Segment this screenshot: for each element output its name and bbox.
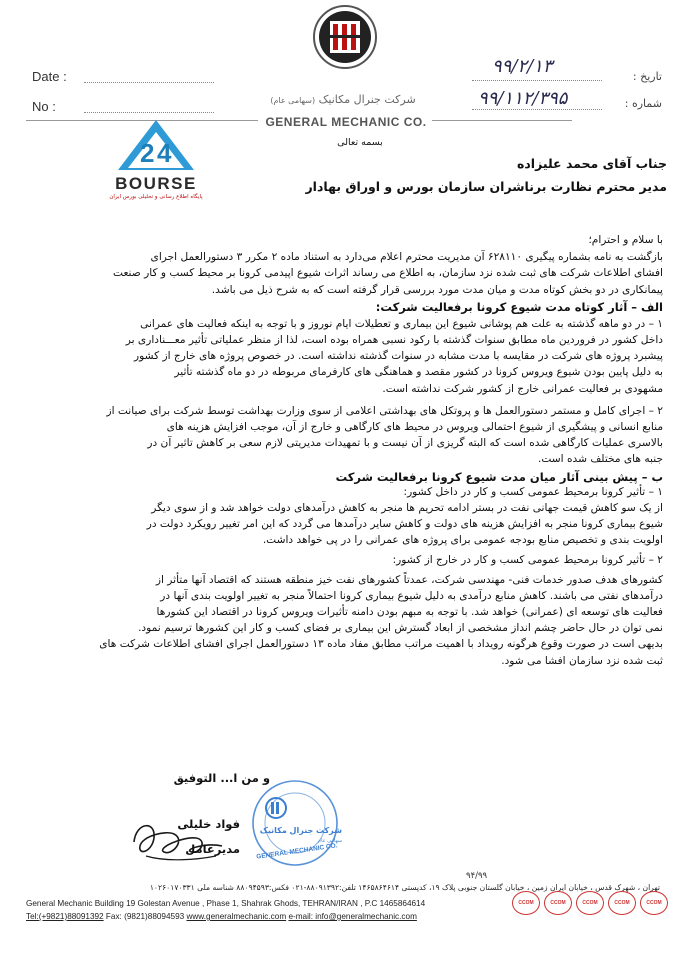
a2-line: جنبه های مختلف شده است. [538, 453, 663, 466]
svg-text:4: 4 [157, 138, 172, 168]
company-name-en: GENERAL MECHANIC CO. [265, 115, 427, 129]
closing-line: ثبت شده نزد سازمان افشا می شود. [501, 654, 663, 667]
cert-badge-icon: CCOM [512, 891, 540, 915]
stamp-text-fa: شرکت جنرال مکانیک [259, 826, 342, 835]
a1-paragraph [32, 316, 663, 397]
cert-badge-icon: CCOM [608, 891, 636, 915]
intro-line: پیمانکاری در دو بخش کوتاه مدت و میان مدت مورد بررسی قرار گرفته است که به شرح ذیل می باشد. [211, 283, 663, 296]
a1-line: مشهودی بر فعالیت عمرانی خارج از کشور شرکت نداشته است. [382, 382, 663, 395]
b1-title: ۱ – تأثیر کرونا برمحیط عمومی کسب و کار در داخل کشور: [403, 485, 663, 498]
recipient-title: مدیر محترم نظارت برناشران سازمان بورس و اوراق بهادار [305, 179, 667, 194]
b1-line: شیوع بیماری کرونا منجر به افزایش هزینه های دولت و کاهش سایر درآمدها می گردد که این امر تغییر رویکرد دولت در [146, 518, 663, 531]
web-link[interactable]: www.generalmechanic.com [186, 912, 287, 921]
company-logo [312, 4, 378, 70]
fax-text: Fax: (9821)88094593 [105, 912, 185, 921]
b1-line: از یک سو کاهش قیمت جهانی نفت در بستر ادامه تحریم ها منجر به کاهش درآمدهای دولت خواهد شد و از سوی دیگر [151, 501, 663, 514]
section-a-title: الف – آثار کوتاه مدت شیوع کرونا برفعالیت شرکت: [375, 299, 663, 314]
cert-badge-icon: CCOM [544, 891, 572, 915]
no-label: No : [32, 99, 56, 114]
date-label-fa: تاریخ : [632, 70, 662, 83]
b1-paragraph [32, 500, 663, 549]
no-line [84, 112, 214, 113]
a1-line: پیشبرد پروژه های شرکت در مقایسه با مدت مشابه در سنوات گذشته نداشته است. در خصوص پروژه های خارج از کشور [134, 350, 663, 363]
a1-line: داخل کشور در فروردین ماه مطابق سنوات گذشته با رکود نسبی همراه بوده است، لذا از منظر عملیاتی تأثیر معـــناداری بر [125, 334, 663, 347]
intro-line: افشای اطلاعات شرکت های ثبت شده نزد سازمان، به اطلاع می رساند اثرات شیوع اپیدمی کرونا بر محیط کسب و کار صنعت [113, 267, 663, 280]
a1-line: به دلیل پایین بودن شیوع ویروس کرونا در کشور مقصد و هماهنگی های کارفرمای مربوطه در دو ماه گذشته تأثیر [174, 366, 663, 379]
stamp-text-en: GENERAL MECHANIC CO. [255, 842, 338, 861]
email-link[interactable]: e-mail: info@generalmechanic.com [288, 912, 417, 921]
number-value: ۹۹/۱۱۲/۳۹۵ [478, 88, 568, 109]
b2-title: ۲ – تأثیر کرونا برمحیط عمومی کسب و کار در خارج از کشور: [392, 554, 663, 567]
a2-line: منابع انسانی و پیشگیری از شیوع احتمالی ویروس در محیط های کارگاهی و خارج از آن، موجب افزایش هزینه های [166, 421, 663, 434]
company-name-fa: شرکت جنرال مکانیک (سهامی عام) [270, 93, 416, 106]
b1-line: اولویت بندی و تخصیص منابع بودجه عمومی برای پروژه های عمرانی را در پی خواهد داشت. [262, 534, 663, 547]
b2-line: درآمدهای نفتی می باشند. کاهش منابع درآمدی به دلیل شیوع بیماری کرونا احتمالاً منجر به تغییر اولویت بندی آنها در [160, 589, 663, 602]
b2-line: فعالیت های توسعه ای (عمرانی) خواهد شد. با توجه به مبهم بودن دامنه تأثیرات ویروس کرونا در اقتصاد این کشورها [156, 606, 663, 619]
a2-paragraph [32, 403, 663, 468]
address-en: General Mechanic Building 19 Golestan Avenue , Phase 1, Shahrak Ghods, TEHRAN/IRAN , P.C 1465864614 [26, 899, 426, 908]
svg-text:2: 2 [140, 138, 155, 168]
letter-body [32, 232, 663, 669]
closing-paragraph [32, 636, 663, 668]
cert-badge-icon: CCOM [576, 891, 604, 915]
date-label: Date : [32, 69, 67, 84]
tel-text: Tel:(+9821)88091392 [26, 912, 104, 921]
date-line [84, 82, 214, 83]
closing-line: بدیهی است در صورت وقوع هرگونه رویداد با اهمیت مراتب مطابق مفاد ماده ۱۳ دستورالعمل اجرای افشای اطلاعات شرکت های [99, 638, 663, 651]
certification-badges [512, 891, 672, 915]
intro-line: بازگشت به نامه بشماره پیگیری ۶۲۸۱۱۰ آن مدیریت محترم اعلام می‌دارد به استناد ماده ۲ مکرر ۳ دستورالعمل اجرای [150, 251, 663, 264]
bourse-logo [100, 118, 212, 200]
bourse-subtitle: پایگاه اطلاع رسانی و تحلیلی بورس ایران [109, 194, 203, 200]
header-rule-right [432, 120, 572, 121]
address-fa: تهران ، شهرک قدس ، خیابان ایران زمین ، خیابان گلستان جنوبی پلاک ۱۹، کدپستی ۱۴۶۵۸۶۴۶۱۴ تلفن:۸۸۰۹۱۳۹۲-۰۲۱ فکس:۸۸۰۹۴۵۹۳ شناسه ملی ۱۰۲۶۰۱۷۰۳۳۱ [149, 883, 660, 892]
invocation: بسمه تعالی [337, 137, 383, 148]
intro-paragraph [32, 249, 663, 298]
date-line-fa [472, 80, 602, 81]
stamp-sub: سهامی عام [318, 838, 343, 844]
signer-name: فواد خلیلی [177, 817, 240, 831]
signer-title: مدیرعامل [185, 842, 240, 856]
b2-line: نمی توان در حال حاضر چشم انداز مشخصی از ابعاد گسترش این بیماری بر فضای کسب و کار این کشورها ترسیم نمود. [138, 622, 663, 635]
contact-line [26, 912, 506, 921]
a2-line: ۲ – اجرای کامل و مستمر دستورالعمل ها و پروتکل های بهداشتی اعلامی از سوی وزارت بهداشت توسط شرکت برای صیانت از [106, 404, 663, 417]
a1-line: ۱ – در دو ماهه گذشته به علت هم پوشانی شیوع این بیماری و تعطیلات ایام نوروز و با توجه به اینکه فعالیت های عمرانی [140, 317, 663, 330]
date-value: ۹۹/۲/۱۳ [492, 56, 553, 77]
a2-line: بالاسری عملیات کارگاهی شده است که البته گریزی از آن نیست و با تمهیدات مدیریتی لازم سعی بر کاهش تاثیر آن در [147, 437, 663, 450]
sign-off: و من ا... التوفیق [173, 771, 270, 785]
number-label-fa: شماره : [624, 97, 662, 110]
recipient-name: جناب آقای محمد علیزاده [517, 156, 667, 171]
b2-paragraph [32, 572, 663, 637]
ref-number: ۹۴/۹۹ [466, 871, 488, 881]
bourse-text: BOURSE [115, 174, 197, 193]
b2-line: کشورهای هدف صدور خدمات فنی- مهندسی شرکت، عمدتاً کشورهای نفت خیز منطقه هستند که اقتصاد آنها متأثر از [155, 573, 663, 586]
number-line-fa [472, 109, 602, 110]
section-b-title: ب – پیش بینی آثار میان مدت شیوع کرونا برفعالیت شرکت [335, 469, 663, 484]
greeting: با سلام و احترام؛ [588, 234, 663, 246]
cert-badge-icon: CCOM [640, 891, 668, 915]
